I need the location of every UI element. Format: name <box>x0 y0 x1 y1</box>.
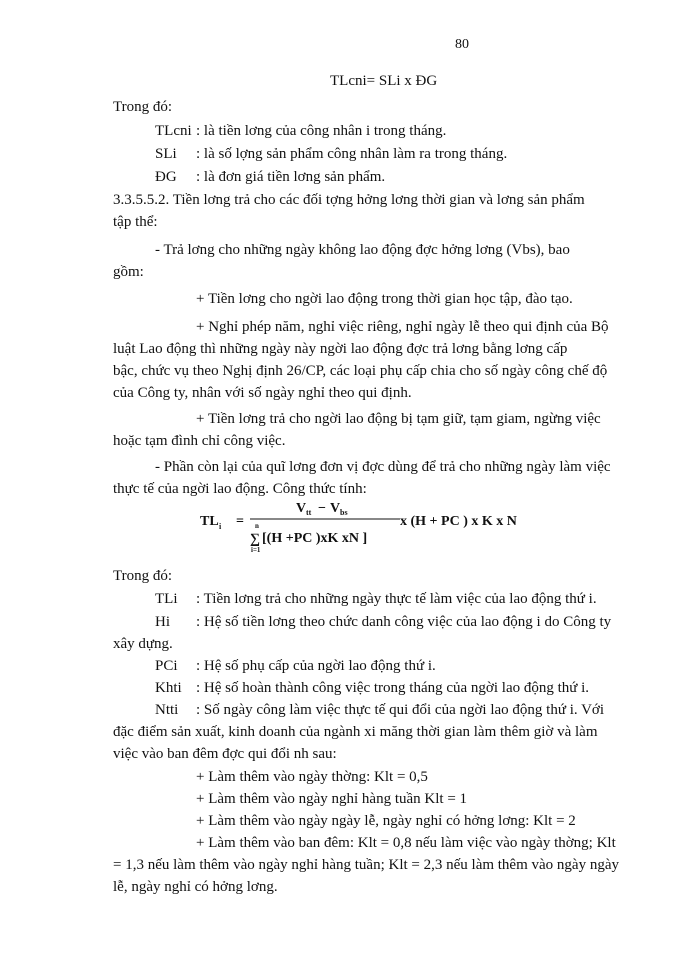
def-symbol: ĐG <box>155 169 177 185</box>
def-symbol: Khti <box>155 680 182 696</box>
klt-item: + Làm thêm vào ngày thờng: Klt = 0,5 <box>196 769 428 785</box>
formula-numerator: V <box>296 501 307 516</box>
def-desc: : Hệ số phụ cấp của ngời lao động thứ i. <box>196 658 436 674</box>
sum-upper: n <box>255 522 259 530</box>
bullet-item: hoặc tạm đình chỉ công việc. <box>113 433 286 449</box>
klt-item: + Làm thêm vào ngày nghỉ hàng tuần Klt = 1 <box>196 791 468 807</box>
def-symbol: TLcni <box>155 123 192 139</box>
where-label-1: Trong đó: <box>113 99 173 115</box>
page-number: 80 <box>455 37 469 52</box>
paragraph: - Trả lơng cho những ngày không lao động đợc hởng lơng (Vbs), bao <box>155 242 570 258</box>
section-heading: 3.3.5.5.2. Tiền lơng trả cho các đối tợng hởng lơng thời gian và lơng sản phẩm <box>113 192 585 208</box>
def-desc-cont: việc vào ban đêm đợc qui đổi nh sau: <box>113 746 337 762</box>
bullet-item: + Tiền lơng cho ngời lao động trong thời gian học tập, đào tạo. <box>196 291 573 307</box>
def-desc: : là tiền lơng của công nhân i trong tháng. <box>196 123 447 139</box>
formula-denominator: [(H +PC )xK xN ] <box>262 531 368 546</box>
sum-lower: i=1 <box>251 546 261 554</box>
def-symbol: Hi <box>155 614 170 630</box>
def-symbol: TLi <box>155 591 178 607</box>
section-heading: tập thể: <box>113 214 158 230</box>
formula-numerator-v: V <box>330 501 341 516</box>
def-desc-cont: đặc điểm sản xuất, kinh doanh của ngành xi măng thời gian làm thêm giờ và làm <box>113 724 598 740</box>
formula-minus: − <box>318 501 326 516</box>
def-desc: : Hệ số tiền lơng theo chức danh công việc của lao động i do Công ty <box>196 614 612 630</box>
def-desc: : Số ngày công làm việc thực tế qui đổi của ngời lao động thứ i. Với <box>196 702 605 718</box>
formula-num-sub2: bs <box>340 508 348 517</box>
def-desc: : Tiền lơng trả cho những ngày thực tế làm việc của lao động thứ i. <box>196 591 597 607</box>
bullet-item: bậc, chức vụ theo Nghị định 26/CP, các loại phụ cấp chia cho số ngày công chế độ <box>113 363 608 379</box>
formula-equals: = <box>236 514 244 529</box>
def-symbol: PCi <box>155 658 178 674</box>
klt-item: + Làm thêm vào ban đêm: Klt = 0,8 nếu làm việc vào ngày thờng; Klt <box>196 835 616 851</box>
formula-lhs-sub: i <box>219 522 222 531</box>
formula-num-sub1: tt <box>306 508 312 517</box>
def-symbol: Ntti <box>155 702 179 718</box>
bullet-item: + Tiền lơng trả cho ngời lao động bị tạm giữ, tạm giam, ngừng việc <box>196 411 601 427</box>
def-symbol: SLi <box>155 146 177 162</box>
paragraph: gồm: <box>113 264 144 280</box>
where-label-2: Trong đó: <box>113 568 173 584</box>
def-desc-cont: xây dựng. <box>113 636 173 652</box>
paragraph: - Phần còn lại của quĩ lơng đơn vị đợc dùng để trả cho những ngày làm việc <box>155 459 611 475</box>
bullet-item: của Công ty, nhân với số ngày nghỉ theo qui định. <box>113 385 412 401</box>
formula-tl-cni: TLcni= SLi x ĐG <box>330 73 438 89</box>
def-desc: : Hệ số hoàn thành công việc trong tháng của ngời lao động thứ i. <box>196 680 590 696</box>
klt-item: + Làm thêm vào ngày ngày lễ, ngày nghỉ có hởng lơng: Klt = 2 <box>196 813 576 829</box>
sum-symbol: ∑ <box>250 532 260 547</box>
def-desc: : là số lợng sản phẩm công nhân làm ra trong tháng. <box>196 146 508 162</box>
def-desc: : là đơn giá tiền lơng sản phẩm. <box>196 169 386 185</box>
klt-item-cont: = 1,3 nếu làm thêm vào ngày nghỉ hàng tuần; Klt = 2,3 nếu làm thêm vào ngày ngày <box>113 857 619 873</box>
bullet-item: luật Lao động thì những ngày này ngời lao động đợc trả lơng bằng lơng cấp <box>113 341 568 357</box>
salary-formula <box>200 495 580 557</box>
formula-lhs: TL <box>200 514 219 529</box>
formula-rhs: x (H + PC ) x K x N <box>400 514 517 529</box>
paragraph: thực tế của ngời lao động. Công thức tính: <box>113 481 367 497</box>
klt-item-cont: lễ, ngày nghỉ có hởng lơng. <box>113 879 278 895</box>
bullet-item: + Nghỉ phép năm, nghỉ việc riêng, nghỉ ngày lễ theo qui định của Bộ <box>196 319 609 335</box>
